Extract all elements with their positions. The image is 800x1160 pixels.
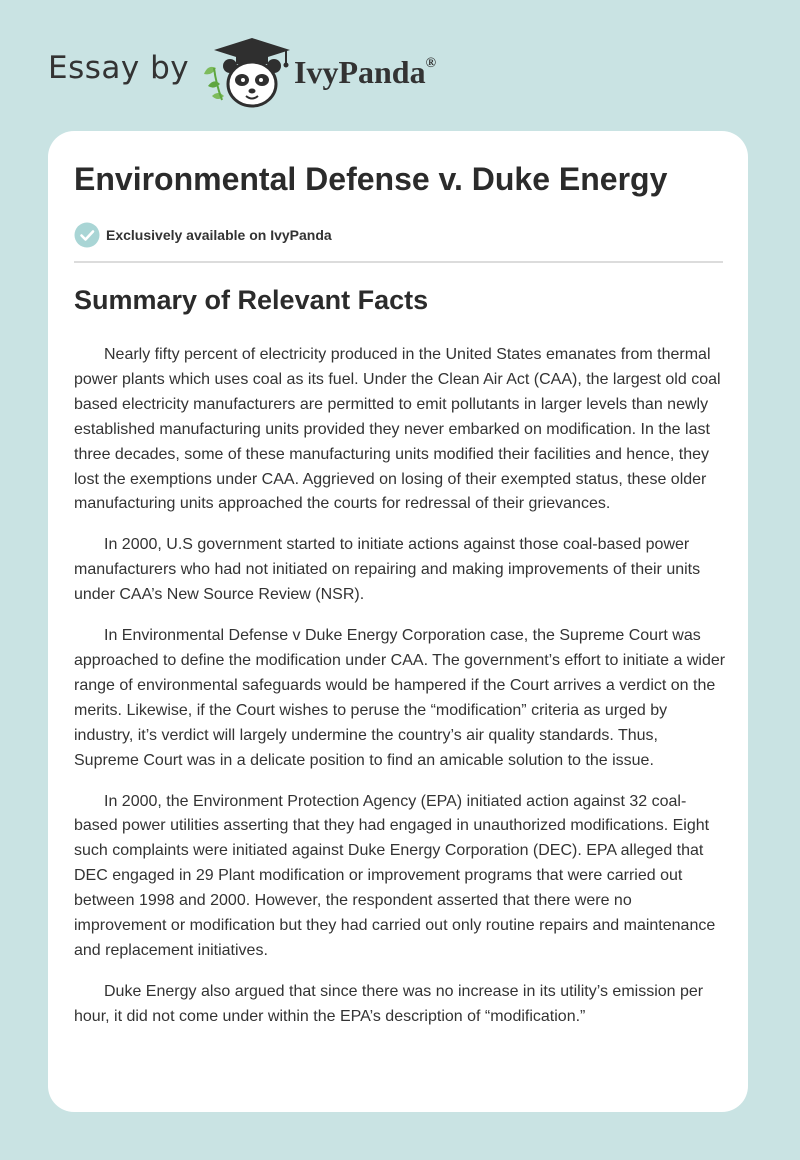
exclusive-badge: [74, 222, 332, 248]
section-heading: Summary of Relevant Facts: [74, 285, 429, 315]
paragraph: Nearly fifty percent of electricity produced in the United States emanates from thermal power plants which uses coal as its fuel. Under the Clean Air Act (CAA), the largest old coal based electricity manufacturers are permitted to emit pollutants in larger levels than newly established manufacturing units provided they never embarked on modification. In the last three decades, some of these manufacturing units modified their facilities and hence, they lost the exemptions under CAA. Aggrieved on losing of their exempted status, these older manufacturing units approached the courts for redressal of their grievances.: [74, 346, 721, 513]
paragraph: In 2000, U.S government started to initiate actions against those coal-based power manufacturers who had not initiated on repairing and making improvements of their units under CAA’s New Source Review (NSR).: [74, 536, 701, 604]
paragraph: Duke Energy also argued that since there was no increase in its utility’s emission per hour, it did not come under within the EPA’s description of “modification.”: [74, 982, 704, 1025]
badge-label: Exclusively available on IvyPanda: [106, 227, 332, 243]
panda-graduate-logo-icon[interactable]: [198, 34, 294, 110]
article-body: [74, 343, 726, 1046]
paragraph: In 2000, the Environment Protection Agency (EPA) initiated action against 32 coal-based power utilities asserting that they had engaged in unauthorized modifications. Eight such complaints were initiated against Duke Energy Corporation (DEC). EPA alleged that DEC engaged in 29 Plant modification or improvement programs that were carried out between 1998 and 2000. However, the respondent asserted that there were no improvement or modification but they had carried out only routine repairs and maintenance and replacement initiatives.: [74, 792, 716, 959]
paragraph: In Environmental Defense v Duke Energy Corporation case, the Supreme Court was approached to define the modification under CAA. The government’s effort to initiate a wider range of environmental safeguards would be hampered if the Court arrives a verdict on the merits. Likewise, if the Court wishes to peruse the “modification” criteria as urged by industry, it’s verdict will largely undermine the country’s air quality standards. Thus, Supreme Court was in a delicate position to find an amicable solution to the issue.: [74, 627, 726, 769]
essay-card: [48, 131, 748, 1112]
page-title: Environmental Defense v. Duke Energy: [74, 161, 668, 197]
essay-by-label: Essay by: [48, 50, 190, 86]
registered-mark: ®: [425, 56, 437, 71]
check-circle-icon: [74, 222, 100, 248]
brand-name[interactable]: IvyPanda®: [294, 54, 437, 90]
site-header: [0, 0, 800, 130]
divider: [74, 261, 723, 263]
